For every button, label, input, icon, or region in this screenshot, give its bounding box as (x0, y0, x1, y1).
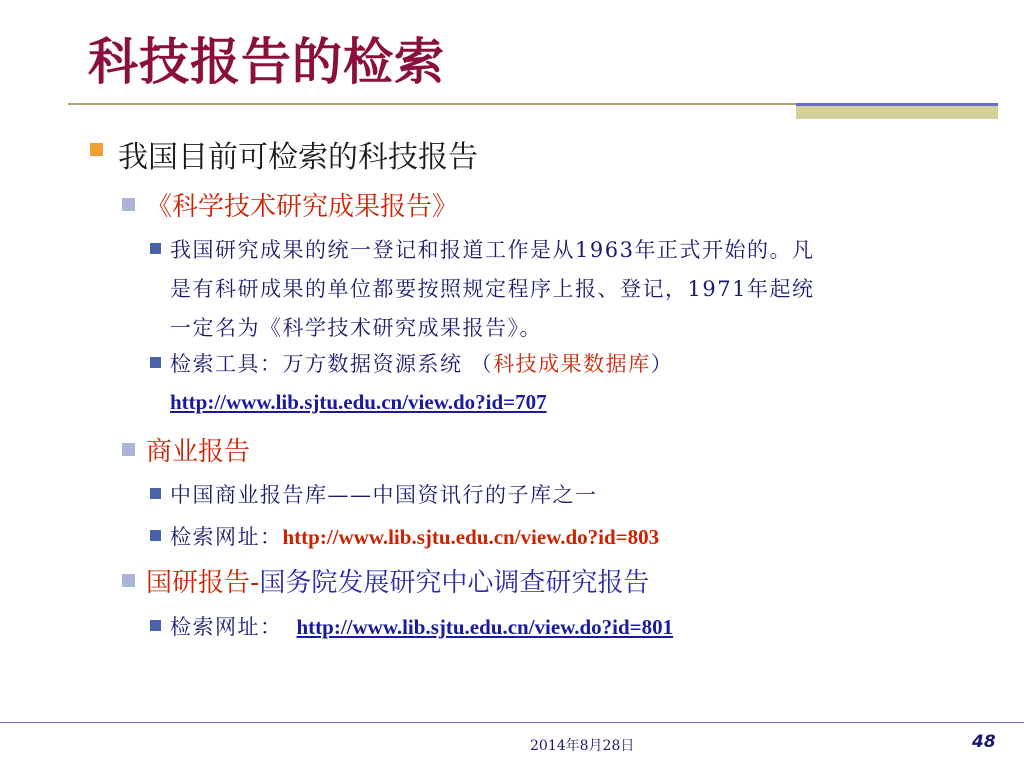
heading-blue-part: 国务院发展研究中心调查研究报告 (259, 568, 650, 598)
address-line (170, 611, 673, 641)
main-point: 我国目前可检索的科技报告 (118, 140, 478, 175)
bullet-square-icon (122, 198, 135, 211)
retrieval-tool (170, 348, 673, 378)
decorative-bar (796, 106, 998, 119)
footer-divider (0, 722, 1024, 723)
section-heading-drc-report (146, 562, 649, 599)
address-line (170, 521, 659, 551)
address-label: 检索网址： (170, 615, 283, 639)
bullet-square-icon (122, 574, 135, 587)
database-name: 科技成果数据库 (493, 352, 651, 376)
retrieval-tool-label: 检索工具：万方数据资源系统 （ (170, 352, 494, 376)
url-link-707[interactable]: http://www.lib.sjtu.edu.cn/view.do?id=707 (170, 390, 547, 414)
description-line: 我国研究成果的统一登记和报道工作是从1963年正式开始的。凡 (170, 238, 815, 262)
section-heading-business-report: 商业报告 (146, 437, 251, 467)
bullet-square-icon (150, 530, 161, 541)
bullet-square-icon (150, 357, 161, 368)
title-divider (68, 103, 796, 105)
description-line: 一定名为《科学技术研究成果报告》。 (170, 316, 542, 340)
address-label: 检索网址： (170, 525, 283, 549)
description-line: 中国商业报告库——中国资讯行的子库之一 (170, 483, 598, 507)
description-line: 是有科研成果的单位都要按照规定程序上报、登记，1971年起统 (170, 277, 815, 301)
retrieval-tool-suffix: ） (650, 352, 674, 376)
bullet-square-icon (122, 443, 135, 456)
bullet-square-icon (150, 488, 161, 499)
section-heading-tech-report: 《科学技术研究成果报告》 (146, 192, 459, 222)
heading-red-part: 国研报告- (146, 568, 260, 598)
url-link-801[interactable]: http://www.lib.sjtu.edu.cn/view.do?id=801 (296, 615, 674, 639)
url-text-803[interactable]: http://www.lib.sjtu.edu.cn/view.do?id=803 (282, 525, 660, 549)
bullet-square-icon (150, 620, 161, 631)
footer-date: 2014年8月28日 (530, 738, 635, 754)
bullet-square-icon (90, 143, 103, 156)
slide-title: 科技报告的检索 (88, 33, 445, 91)
bullet-square-icon (150, 243, 161, 254)
page-number: 48 (972, 732, 996, 752)
